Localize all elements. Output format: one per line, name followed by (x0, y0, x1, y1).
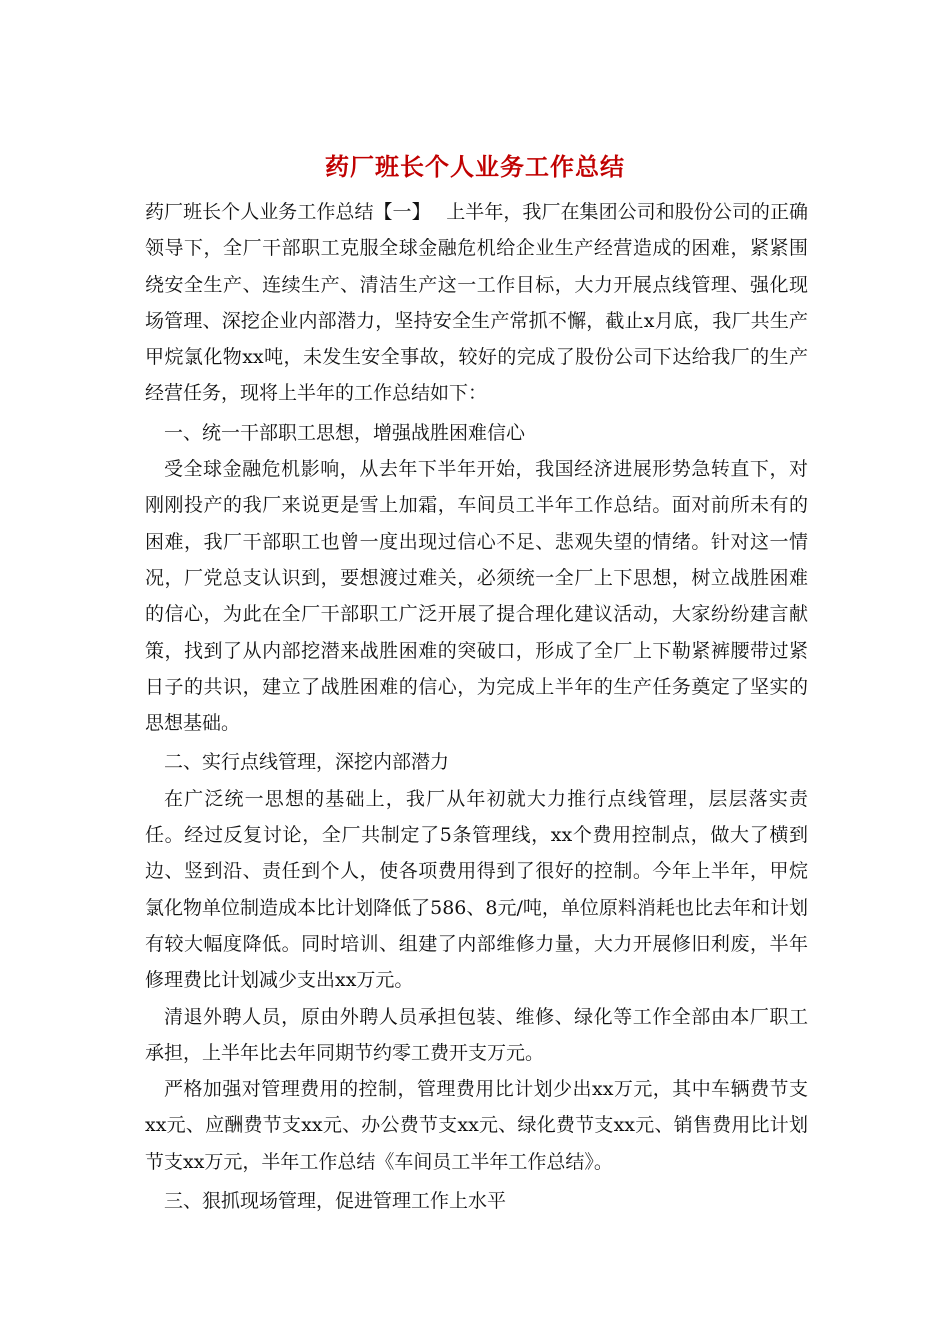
intro-spacer (421, 201, 446, 223)
intro-text: 上半年，我厂在集团公司和股份公司的正确领导下，全厂干部职工克服全球金融危机给企业生产经营造成的困难，紧紧围绕安全生产、连续生产、清洁生产这一工作目标，大力开展点线管理、强化现场管理、深挖企业内部潜力，坚持安全生产常抓不懈，截止x月底，我厂共生产甲烷氯化物xx吨，未发生安全事故，较好的完成了股份公司下达给我厂的生产经营任务，现将上半年的工作总结如下： (145, 201, 808, 405)
document-title: 药厂班长个人业务工作总结 (325, 152, 625, 181)
section-heading-1: 一、统一干部职工思想，增强战胜困难信心 (164, 421, 526, 444)
section-heading-3: 三、狠抓现场管理，促进管理工作上水平 (164, 1190, 507, 1213)
document-body (145, 194, 808, 1219)
section-1-paragraph-1: 受全球金融危机影响，从去年下半年开始，我国经济进展形势急转直下，对刚刚投产的我厂来说更是雪上加霜，车间员工半年工作总结。面对前所未有的困难，我厂干部职工也曾一度出现过信心不足、悲观失望的情绪。针对这一情况，厂党总支认识到，要想渡过难关，必须统一全厂上下思想，树立战胜困难的信心，为此在全厂干部职工广泛开展了提合理化建议活动，大家纷纷建言献策，找到了从内部挖潜来战胜困难的突破口，形成了全厂上下勒紧裤腰带过紧日子的共识，建立了战胜困难的信心，为完成上半年的生产任务奠定了坚实的思想基础。 (145, 458, 808, 735)
section-2-paragraph-2: 清退外聘人员，原由外聘人员承担包装、维修、绿化等工作全部由本厂职工承担，上半年比去年同期节约零工费开支万元。 (145, 1005, 808, 1064)
intro-paragraph (145, 194, 808, 412)
section-2-paragraph-3: 严格加强对管理费用的控制，管理费用比计划少出xx万元，其中车辆费节支xx元、应酬费节支xx元、办公费节支xx元、绿化费节支xx元、销售费用比计划节支xx万元，半年工作总结《车间员工半年工作总结》。 (145, 1078, 808, 1173)
section-2-paragraph-1: 在广泛统一思想的基础上，我厂从年初就大力推行点线管理，层层落实责任。经过反复讨论，全厂共制定了5条管理线，xx个费用控制点，做大了横到边、竖到沿、责任到个人，使各项费用得到了很好的控制。今年上半年，甲烷氯化物单位制造成本比计划降低了586、8元/吨，单位原料消耗也比去年和计划有较大幅度降低。同时培训、组建了内部维修力量，大力开展修旧利废，半年修理费比计划减少支出xx万元。 (145, 787, 808, 992)
intro-heading: 药厂班长个人业务工作总结【一】 (145, 201, 422, 223)
section-heading-2: 二、实行点线管理，深挖内部潜力 (164, 751, 450, 774)
